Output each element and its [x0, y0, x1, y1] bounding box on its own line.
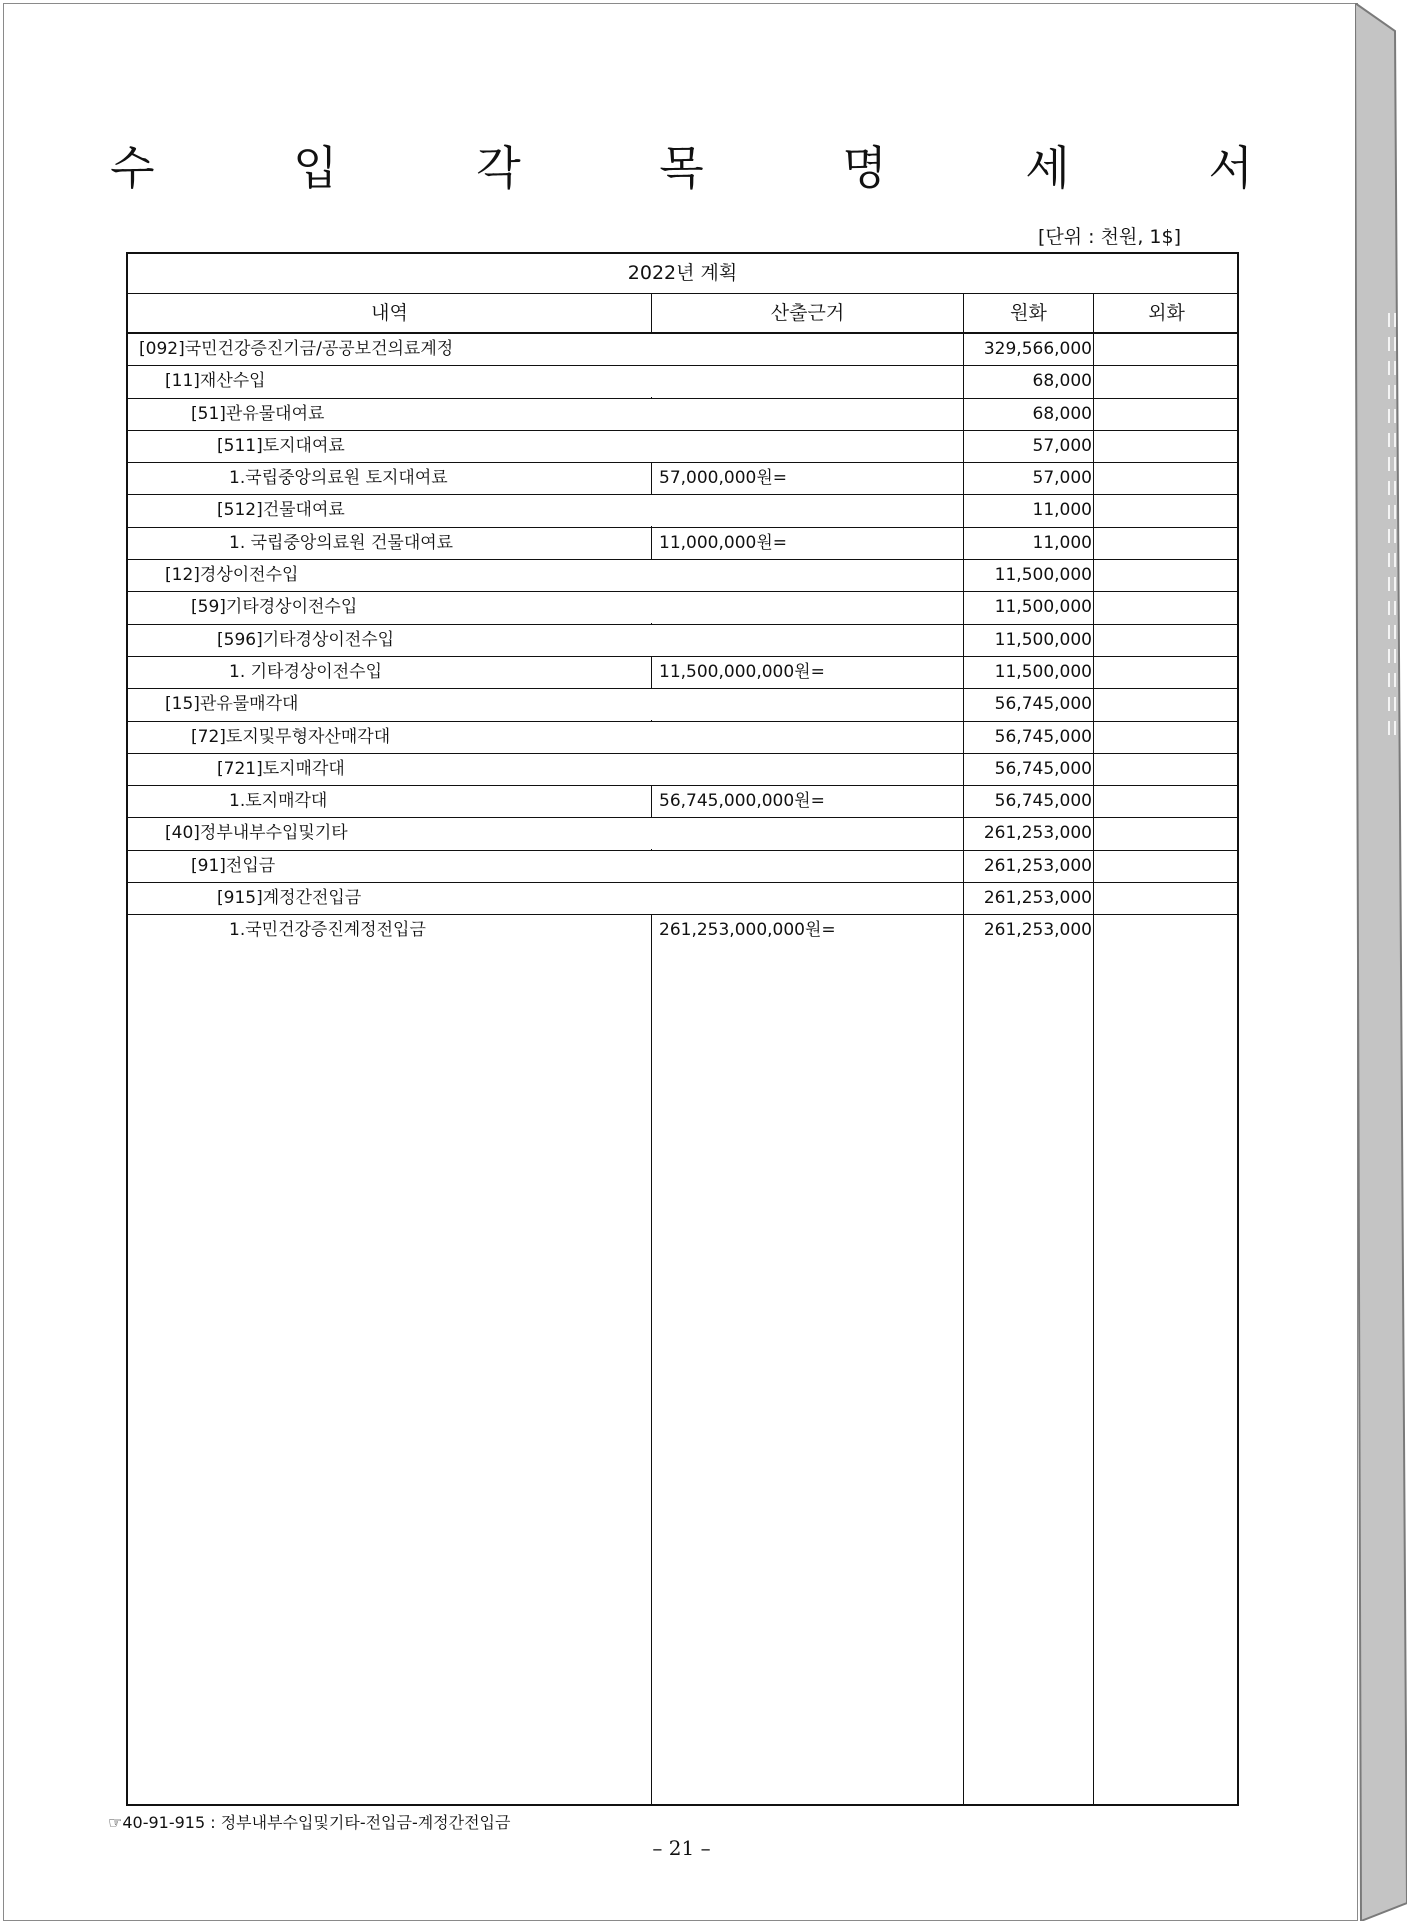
row-won: 56,745,000: [994, 758, 1092, 779]
row-label: [40]정부내부수입및기타: [165, 823, 348, 844]
column-header-basis: 산출근거: [770, 302, 845, 324]
row-basis: 56,745,000,000원=: [656, 786, 825, 817]
table-row: [128, 560, 1237, 592]
page-number: – 21 –: [652, 1836, 711, 1860]
table-body: [128, 334, 1237, 948]
table-row: [128, 883, 1237, 915]
column-header-description: 내역: [371, 302, 408, 324]
row-won: 56,745,000: [994, 791, 1092, 812]
footnote: ☞40-91-915 : 정부내부수입및기타-전입금-계정간전입금: [108, 1813, 511, 1832]
row-won: 261,253,000: [983, 920, 1092, 941]
table-row: [128, 463, 1237, 495]
row-won: 11,500,000: [994, 661, 1092, 682]
row-won: 11,500,000: [994, 565, 1092, 586]
table-row: [128, 657, 1237, 689]
row-label: 1.국립중앙의료원 토지대여료: [229, 468, 448, 489]
table-row: [128, 431, 1237, 463]
row-label: [596]기타경상이전수입: [217, 629, 395, 650]
row-won: 329,566,000: [983, 339, 1092, 359]
row-label: [915]계정간전입금: [217, 888, 362, 909]
table-row: [128, 754, 1237, 786]
row-won: 11,000: [1032, 532, 1092, 553]
document-title: 수 입 각 목 명 세 서: [110, 141, 1315, 195]
row-won: 11,500,000: [994, 597, 1092, 618]
row-label: [12]경상이전수입: [165, 565, 299, 586]
row-won: 11,000: [1032, 500, 1092, 521]
table-row: [128, 625, 1237, 657]
row-label: 1. 기타경상이전수입: [229, 661, 382, 682]
row-label: 1.국민건강증진계정전입금: [229, 920, 426, 941]
row-label: [11]재산수입: [165, 371, 266, 392]
table-row: [128, 366, 1237, 398]
row-label: 1. 국립중앙의료원 건물대여료: [229, 532, 454, 553]
table-row: [128, 528, 1237, 560]
row-label: [721]토지매각대: [217, 758, 345, 779]
table-row: [128, 592, 1237, 624]
row-won: 261,253,000: [983, 855, 1092, 876]
column-header-foreign: 외화: [1148, 302, 1185, 324]
row-basis: 261,253,000,000원=: [656, 915, 836, 946]
row-won: 261,253,000: [983, 823, 1092, 844]
row-won: 56,745,000: [994, 694, 1092, 715]
row-won: 56,745,000: [994, 726, 1092, 747]
year-header: 2022년 계획: [128, 254, 1237, 294]
unit-note: [단위 : 천원, 1$]: [1038, 226, 1181, 248]
table-row: [128, 851, 1237, 883]
page-stack-edge: [1355, 3, 1407, 1921]
row-label: [512]건물대여료: [217, 500, 345, 521]
row-won: 261,253,000: [983, 888, 1092, 909]
table-row: [128, 786, 1237, 818]
row-label: [511]토지대여료: [217, 435, 345, 456]
table-row: [128, 722, 1237, 754]
table-row: [128, 399, 1237, 431]
table-row: [128, 689, 1237, 721]
row-won: 57,000: [1032, 468, 1092, 489]
row-label: [59]기타경상이전수입: [191, 597, 358, 618]
row-label: [092]국민건강증진기금/공공보건의료계정: [139, 339, 454, 359]
row-basis: 11,000,000원=: [656, 528, 787, 559]
row-basis: 57,000,000원=: [656, 463, 787, 494]
row-basis: 11,500,000,000원=: [656, 657, 825, 688]
row-label: 1.토지매각대: [229, 791, 328, 812]
row-label: [91]전입금: [191, 855, 276, 876]
row-label: [15]관유물매각대: [165, 694, 299, 715]
column-header-row: [128, 294, 1237, 334]
row-label: [51]관유물대여료: [191, 403, 325, 424]
document-page: [3, 3, 1358, 1921]
table-row: [128, 915, 1237, 947]
revenue-table: [126, 252, 1239, 1806]
row-won: 68,000: [1032, 371, 1092, 392]
table-row: [128, 818, 1237, 850]
row-won: 68,000: [1032, 403, 1092, 424]
row-won: 57,000: [1032, 435, 1092, 456]
row-label: [72]토지및무형자산매각대: [191, 726, 391, 747]
row-won: 11,500,000: [994, 629, 1092, 650]
table-row: [128, 334, 1237, 366]
column-header-won: 원화: [1010, 302, 1047, 324]
table-row: [128, 495, 1237, 527]
